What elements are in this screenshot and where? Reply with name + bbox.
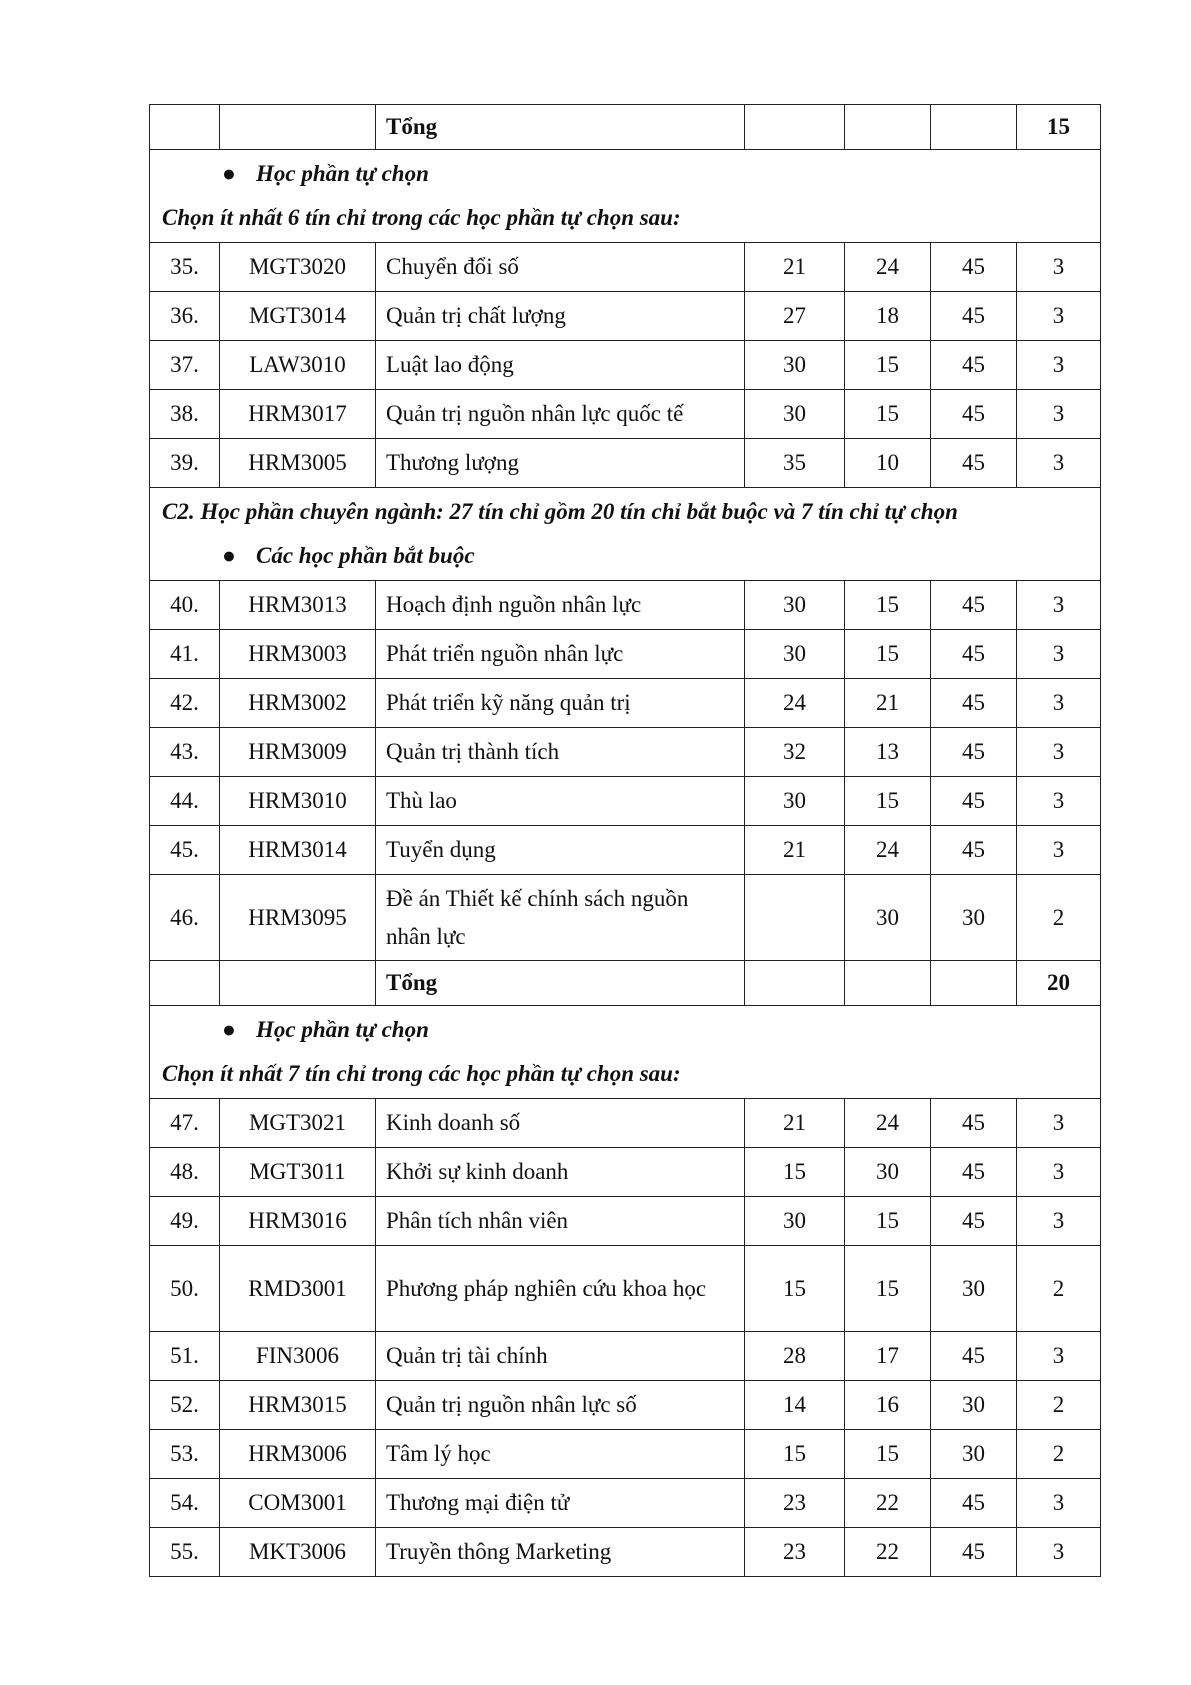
practice-hours: 15 [845,1197,931,1246]
table-row [150,1381,1101,1430]
course-name: Thù lao [376,777,745,826]
practice-hours: 22 [845,1479,931,1528]
credits: 3 [1017,243,1101,292]
total-hours: 45 [931,341,1017,390]
course-code: HRM3010 [220,777,376,826]
theory-hours: 30 [745,630,845,679]
total-hours: 45 [931,728,1017,777]
course-code: MKT3006 [220,1528,376,1577]
credits: 3 [1017,292,1101,341]
course-name: Thương lượng [376,439,745,488]
course-name: Kinh doanh số [376,1099,745,1148]
theory-hours: 30 [745,581,845,630]
practice-hours: 16 [845,1381,931,1430]
theory-hours: 32 [745,728,845,777]
course-name: Phương pháp nghiên cứu khoa học [376,1246,745,1332]
total-hours: 30 [931,1246,1017,1332]
course-code: HRM3013 [220,581,376,630]
theory-hours: 21 [745,1099,845,1148]
credits: 3 [1017,630,1101,679]
row-number: 36. [150,292,220,341]
row-number: 35. [150,243,220,292]
course-name: Thương mại điện tử [376,1479,745,1528]
total-hours: 45 [931,1332,1017,1381]
section-title: C2. Học phần chuyên ngành: 27 tín chỉ gồm 20 tín chỉ bắt buộc và 7 tín chỉ tự chọn [162,499,958,524]
table-row [150,1528,1101,1577]
practice-hours: 30 [845,875,931,961]
row-number: 51. [150,1332,220,1381]
practice-hours: 22 [845,1528,931,1577]
row-number: 38. [150,390,220,439]
row-number: 49. [150,1197,220,1246]
practice-hours: 10 [845,439,931,488]
course-table-body [150,105,1101,1577]
bullet-icon: ● [222,161,236,186]
table-row [150,581,1101,630]
course-code: HRM3095 [220,875,376,961]
table-row [150,777,1101,826]
table-row [150,1479,1101,1528]
credits: 3 [1017,679,1101,728]
row-number: 42. [150,679,220,728]
table-row [150,1197,1101,1246]
course-code: HRM3009 [220,728,376,777]
course-name: Phát triển kỹ năng quản trị [376,679,745,728]
table-row [150,341,1101,390]
elective-heading: Học phần tự chọn [256,161,429,186]
theory-hours: 15 [745,1430,845,1479]
course-code: LAW3010 [220,341,376,390]
practice-hours: 13 [845,728,931,777]
course-name: Luật lao động [376,341,745,390]
practice-hours: 30 [845,1148,931,1197]
theory-hours: 14 [745,1381,845,1430]
course-name: Tâm lý học [376,1430,745,1479]
total-hours: 45 [931,292,1017,341]
row-number: 50. [150,1246,220,1332]
practice-hours: 21 [845,679,931,728]
practice-hours: 15 [845,390,931,439]
section-header-row [150,488,1101,581]
total-hours: 45 [931,243,1017,292]
credits: 3 [1017,581,1101,630]
course-code: RMD3001 [220,1246,376,1332]
elective-note: Chọn ít nhất 7 tín chỉ trong các học phần tự chọn sau: [162,1061,681,1086]
course-code: FIN3006 [220,1332,376,1381]
course-name: Tuyển dụng [376,826,745,875]
course-code: MGT3020 [220,243,376,292]
theory-hours: 30 [745,390,845,439]
course-code: COM3001 [220,1479,376,1528]
credits: 3 [1017,1332,1101,1381]
elective-header-row [150,150,1101,243]
course-name: Phát triển nguồn nhân lực [376,630,745,679]
table-row [150,1099,1101,1148]
table-row [150,679,1101,728]
total-hours: 45 [931,1479,1017,1528]
credits: 3 [1017,439,1101,488]
row-number: 37. [150,341,220,390]
table-row [150,243,1101,292]
total-label: Tổng [376,105,745,150]
course-name: Quản trị nguồn nhân lực quốc tế [376,390,745,439]
curriculum-document [149,104,1100,1577]
theory-hours: 30 [745,341,845,390]
theory-hours: 15 [745,1148,845,1197]
row-number: 48. [150,1148,220,1197]
bullet-icon: ● [222,1017,236,1042]
row-number: 54. [150,1479,220,1528]
row-number: 55. [150,1528,220,1577]
course-code: MGT3021 [220,1099,376,1148]
practice-hours: 15 [845,341,931,390]
elective-heading: Học phần tự chọn [256,1017,429,1042]
total-hours: 30 [931,1430,1017,1479]
credits: 3 [1017,1099,1101,1148]
total-hours: 45 [931,1528,1017,1577]
credits: 3 [1017,826,1101,875]
course-code: HRM3015 [220,1381,376,1430]
total-credits: 20 [1017,961,1101,1006]
table-row [150,826,1101,875]
theory-hours: 30 [745,777,845,826]
row-number: 44. [150,777,220,826]
practice-hours: 24 [845,1099,931,1148]
course-name: Khởi sự kinh doanh [376,1148,745,1197]
course-code: HRM3016 [220,1197,376,1246]
elective-header-row [150,1006,1101,1099]
table-row [150,292,1101,341]
practice-hours: 15 [845,581,931,630]
theory-hours: 15 [745,1246,845,1332]
row-number: 52. [150,1381,220,1430]
theory-hours: 28 [745,1332,845,1381]
course-code: HRM3005 [220,439,376,488]
theory-hours: 23 [745,1479,845,1528]
table-row [150,439,1101,488]
credits: 3 [1017,777,1101,826]
theory-hours: 27 [745,292,845,341]
course-code: MGT3011 [220,1148,376,1197]
practice-hours: 24 [845,243,931,292]
total-hours: 45 [931,826,1017,875]
total-hours: 45 [931,390,1017,439]
practice-hours: 24 [845,826,931,875]
total-hours: 45 [931,1148,1017,1197]
total-credits: 15 [1017,105,1101,150]
course-name: Quản trị thành tích [376,728,745,777]
credits: 3 [1017,1197,1101,1246]
practice-hours: 15 [845,1430,931,1479]
total-hours: 30 [931,875,1017,961]
credits: 3 [1017,1479,1101,1528]
theory-hours [745,875,845,961]
table-row [150,1246,1101,1332]
credits: 3 [1017,1528,1101,1577]
course-name: Quản trị tài chính [376,1332,745,1381]
total-label: Tổng [376,961,745,1006]
total-hours: 45 [931,679,1017,728]
row-number: 46. [150,875,220,961]
total-hours: 45 [931,777,1017,826]
row-number: 47. [150,1099,220,1148]
table-row [150,630,1101,679]
practice-hours: 15 [845,1246,931,1332]
section-subheading: Các học phần bắt buộc [256,543,475,568]
theory-hours: 30 [745,1197,845,1246]
course-code: HRM3017 [220,390,376,439]
elective-note: Chọn ít nhất 6 tín chỉ trong các học phần tự chọn sau: [162,205,681,230]
row-number: 43. [150,728,220,777]
total-hours: 45 [931,630,1017,679]
credits: 3 [1017,341,1101,390]
credits: 2 [1017,1246,1101,1332]
course-name: Quản trị chất lượng [376,292,745,341]
total-hours: 30 [931,1381,1017,1430]
row-number: 45. [150,826,220,875]
practice-hours: 15 [845,630,931,679]
practice-hours: 17 [845,1332,931,1381]
theory-hours: 23 [745,1528,845,1577]
theory-hours: 21 [745,243,845,292]
credits: 2 [1017,875,1101,961]
bullet-icon: ● [222,543,236,568]
theory-hours: 21 [745,826,845,875]
theory-hours: 24 [745,679,845,728]
total-hours: 45 [931,1197,1017,1246]
row-number: 53. [150,1430,220,1479]
total-row [150,961,1101,1006]
course-name: Quản trị nguồn nhân lực số [376,1381,745,1430]
credits: 3 [1017,390,1101,439]
practice-hours: 15 [845,777,931,826]
total-hours: 45 [931,1099,1017,1148]
credits: 3 [1017,728,1101,777]
course-name: Chuyển đổi số [376,243,745,292]
total-row [150,105,1101,150]
course-code: HRM3003 [220,630,376,679]
course-table [149,104,1101,1577]
course-name: Đề án Thiết kế chính sách nguồn nhân lực [376,875,745,961]
table-row [150,1430,1101,1479]
total-hours: 45 [931,581,1017,630]
credits: 3 [1017,1148,1101,1197]
practice-hours: 18 [845,292,931,341]
course-name: Phân tích nhân viên [376,1197,745,1246]
row-number: 41. [150,630,220,679]
row-number: 39. [150,439,220,488]
theory-hours: 35 [745,439,845,488]
row-number: 40. [150,581,220,630]
course-code: HRM3006 [220,1430,376,1479]
table-row [150,390,1101,439]
table-row [150,875,1101,961]
table-row [150,728,1101,777]
table-row [150,1148,1101,1197]
credits: 2 [1017,1381,1101,1430]
course-code: MGT3014 [220,292,376,341]
course-code: HRM3014 [220,826,376,875]
table-row [150,1332,1101,1381]
course-name: Truyền thông Marketing [376,1528,745,1577]
total-hours: 45 [931,439,1017,488]
course-name: Hoạch định nguồn nhân lực [376,581,745,630]
course-code: HRM3002 [220,679,376,728]
credits: 2 [1017,1430,1101,1479]
